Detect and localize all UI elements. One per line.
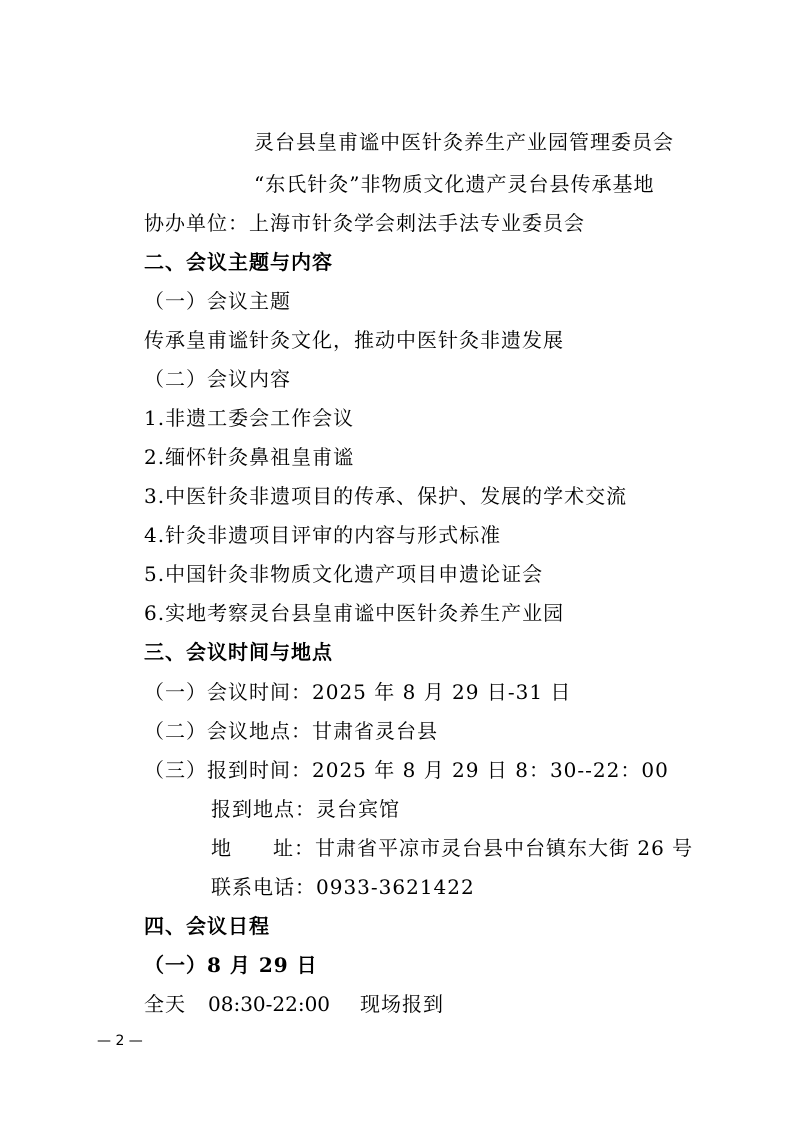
content-item: 2.缅怀针灸鼻祖皇甫谧 [144,445,355,469]
content-item: 5.中国针灸非物质文化遗产项目申遗论证会 [144,562,544,586]
content-item: 4.针灸非遗项目评审的内容与形式标准 [144,523,502,547]
schedule-row [144,991,444,1017]
contact-phone: 联系电话：0933-3621422 [211,875,475,899]
meeting-time: （一）会议时间：2025 年 8 月 29 日-31 日 [144,680,572,704]
address-label-1: 地 [211,836,232,860]
theme-label: （一）会议主题 [144,289,291,313]
section-3-heading: 三、会议时间与地点 [144,640,333,664]
section-2-heading: 二、会议主题与内容 [144,250,333,274]
content-item: 6.实地考察灵台县皇甫谧中医针灸养生产业园 [144,601,565,625]
page-number: — 2 — [97,1033,143,1049]
address-value: 甘肃省平凉市灵台县中台镇东大街 26 号 [315,836,694,860]
content-label: （二）会议内容 [144,367,291,391]
schedule-event: 现场报到 [360,992,444,1016]
organizer-line-2: “东氏针灸”非物质文化遗产灵台县传承基地 [254,172,655,196]
address-label-2: 址： [273,836,315,860]
content-item: 1.非遗工委会工作会议 [144,406,355,430]
schedule-time: 08:30-22:00 [208,992,331,1016]
day-1-label: （一）8 月 29 日 [144,953,318,977]
section-4-heading: 四、会议日程 [144,914,270,938]
content-item: 3.中医针灸非遗项目的传承、保护、发展的学术交流 [144,484,628,508]
address-line [211,835,693,861]
schedule-period: 全天 [144,992,186,1016]
co-organizer: 协办单位：上海市针灸学会刺法手法专业委员会 [144,211,585,235]
meeting-place: （二）会议地点：甘肃省灵台县 [144,719,438,743]
checkin-place: 报到地点：灵台宾馆 [211,797,400,821]
checkin-time: （三）报到时间：2025 年 8 月 29 日 8：30--22：00 [144,758,669,782]
organizer-line-1: 灵台县皇甫谧中医针灸养生产业园管理委员会 [254,130,674,154]
theme-text: 传承皇甫谧针灸文化，推动中医针灸非遗发展 [144,328,564,352]
